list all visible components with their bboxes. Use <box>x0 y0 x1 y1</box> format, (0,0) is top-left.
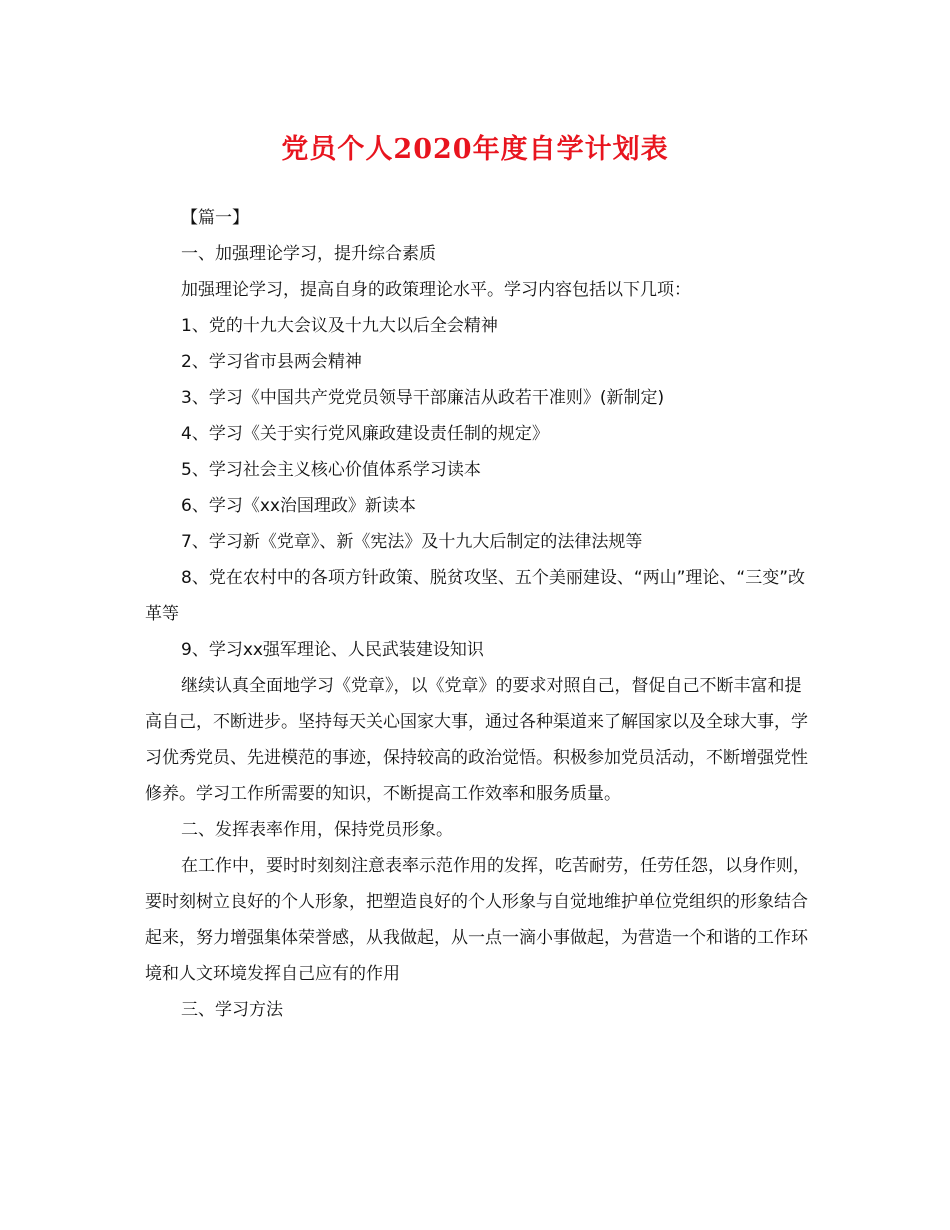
list-item: 2、学习省市县两会精神 <box>181 352 362 372</box>
document-body <box>145 200 815 1028</box>
list-item: 9、学习xx强军理论、人民武装建设知识 <box>181 640 484 660</box>
section-heading: 一、加强理论学习，提升综合素质 <box>181 244 436 264</box>
list-item: 6、学习《xx治国理政》新读本 <box>181 496 416 516</box>
list-item: 4、学习《关于实行党风廉政建设责任制的规定》 <box>181 424 549 444</box>
list-item: 3、学习《中国共产党党员领导干部廉洁从政若干准则》(新制定) <box>181 388 665 408</box>
list-item: 7、学习新《党章》、新《宪法》及十九大后制定的法律法规等 <box>181 532 643 552</box>
list-item: 1、党的十九大会议及十九大以后全会精神 <box>181 316 498 336</box>
section-heading: 二、发挥表率作用，保持党员形象。 <box>181 820 453 840</box>
list-item: 5、学习社会主义核心价值体系学习读本 <box>181 460 481 480</box>
paragraph: 在工作中，要时时刻刻注意表率示范作用的发挥，吃苦耐劳，任劳任怨，以身作则，要时刻树立良好的个人形象，把塑造良好的个人形象与自觉地维护单位党组织的形象结合起来，努力增强集体荣誉感，从我做起，从一点一滴小事做起，为营造一个和谐的工作环境和人文环境发挥自己应有的作用 <box>145 856 810 984</box>
document-title: 党员个人2020年度自学计划表 <box>281 134 669 165</box>
paragraph: 加强理论学习，提高自身的政策理论水平。学习内容包括以下几项： <box>181 280 691 300</box>
section-label: 【篇一】 <box>181 208 249 228</box>
paragraph: 继续认真全面地学习《党章》，以《党章》的要求对照自己，督促自己不断丰富和提高自己，不断进步。坚持每天关心国家大事，通过各种渠道来了解国家以及全球大事，学习优秀党员、先进模范的事迹，保持较高的政治觉悟。积极参加党员活动，不断增强党性修养。学习工作所需要的知识，不断提高工作效率和服务质量。 <box>145 676 808 804</box>
list-item: 8、党在农村中的各项方针政策、脱贫攻坚、五个美丽建设、“两山”理论、“三变”改革等 <box>145 568 806 624</box>
section-heading: 三、学习方法 <box>181 1000 283 1020</box>
